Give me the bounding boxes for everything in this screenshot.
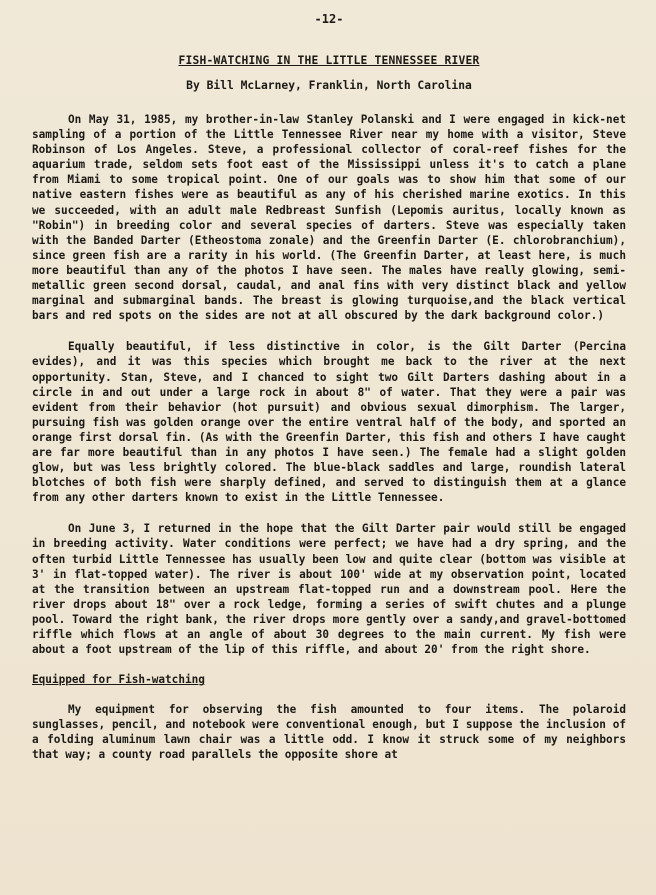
section-heading: Equipped for Fish-watching	[32, 673, 205, 687]
paragraph: My equipment for observing the fish amounted to four items. The polaroid sunglasses, pencil, and notebook were conventional enough, but I suppose the inclusion of a folding aluminum lawn chair was a little odd. I know it struck some of my neighbors that way; a county road parallels the opposite shore at	[32, 703, 626, 762]
paragraph: Equally beautiful, if less distinctive in color, is the Gilt Darter (Percina evides), and it was this species which brought me back to the river at the next opportunity. Stan, Steve, and I chanced to sight two Gilt Darters dashing about in a circle in and out under a large rock in about 8" of water. That they were a pair was evident from their behavior (hot pursuit) and obvious sexual dimorphism. The larger, pursuing fish was golden orange over the entire ventral half of the body, and sported an orange first dorsal fin. (As with the Greenfin Darter, this fish and others I have caught are far more beautiful than in any photos I have seen.) The female had a slight golden glow, but was less brightly colored. The blue-black saddles and large, roundish lateral blotches of both fish were sharply defined, and served to distinguish them at a glance from any other darters known to exist in the Little Tennessee.	[32, 340, 626, 505]
author-byline: By Bill McLarney, Franklin, North Carolina	[186, 79, 472, 92]
page-number: -12-	[314, 12, 344, 26]
paragraph: On June 3, I returned in the hope that the Gilt Darter pair would still be engaged in breeding activity. Water conditions were perfect; we have had a dry spring, and the often turbid Little Tennessee has usually been low and quite clear (bottom was visible at 3' in flat-topped water). The river is about 100' wide at my observation point, located at the transition between an upstream flat-topped run and a downstream pool. Here the river drops about 18" over a rock ledge, forming a series of swift chutes and a plunge pool. Toward the right bank, the river drops more gently over a sandy,and gravel-bottomed riffle which flows at an angle of about 30 degrees to the main current. My fish were about a foot upstream of the lip of this riffle, and about 20' from the right shore.	[32, 522, 626, 657]
paragraph: On May 31, 1985, my brother-in-law Stanley Polanski and I were engaged in kick-net sampling of a portion of the Little Tennessee River near my home with a visitor, Steve Robinson of Los Angeles. Steve, a professional collector of coral-reef fishes for the aquarium trade, seldom sets foot east of the Mississippi unless it's to catch a plane from Miami to some tropical point. One of our goals was to show him that some of our native eastern fishes were as beautiful as any of his cherished marine exotics. In this we succeeded, with an adult male Redbreast Sunfish (Lepomis auritus, locally known as "Robin") in breeding color and several species of darters. Steve was especially taken with the Banded Darter (Etheostoma zonale) and the Greenfin Darter (E. chlorobranchium), since green fish are a rarity in his world. (The Greenfin Darter, at least here, is much more beautiful than any of the photos I have seen. The males have really glowing, semi-metallic green second dorsal, caudal, and anal fins with very distinct black and yellow marginal and submarginal bands. The breast is glowing turquoise,and the black vertical bars and red spots on the sides are not at all obscured by the dark background color.)	[32, 113, 626, 323]
article-title: FISH-WATCHING IN THE LITTLE TENNESSEE RIVER	[178, 54, 480, 67]
